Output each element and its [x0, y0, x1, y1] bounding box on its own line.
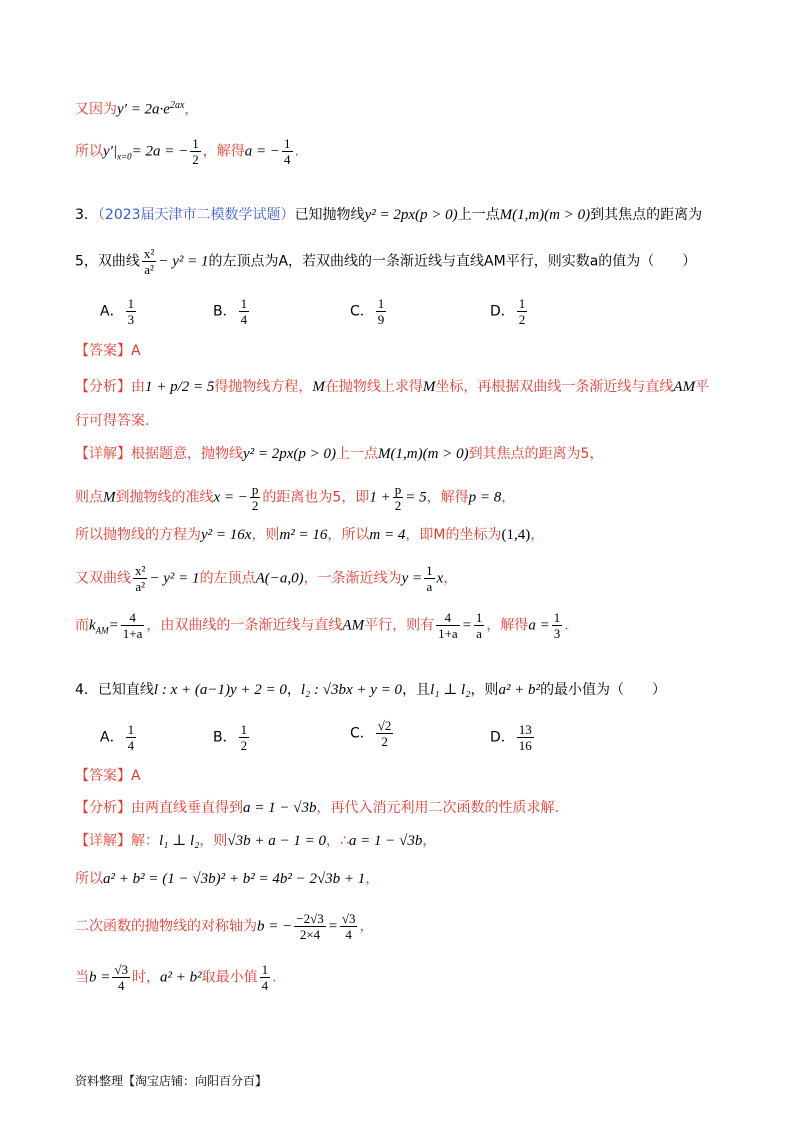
math: x = −	[213, 489, 248, 506]
option-label: B．	[213, 729, 237, 746]
text: 的距离也为5，即	[262, 489, 370, 506]
fraction-denominator: 4	[117, 978, 125, 993]
fraction	[190, 136, 201, 167]
fraction-denominator: 16	[518, 738, 532, 753]
fraction-numerator: 1	[240, 722, 248, 737]
detail-tag: 【详解】	[75, 446, 131, 462]
fraction	[552, 610, 563, 641]
fraction-numerator: 4	[121, 610, 145, 626]
text: 得抛物线方程，	[214, 379, 313, 395]
text: 所以抛物线的方程为	[75, 527, 201, 543]
q3-option-c[interactable]	[350, 296, 388, 327]
fraction	[126, 722, 137, 753]
math: √3b + a − 1 = 0	[227, 833, 326, 849]
text: ，	[286, 682, 301, 698]
math: b =	[89, 969, 111, 986]
math: l₁ ⊥ l₂	[159, 833, 200, 849]
question-number: 3．	[75, 207, 98, 223]
text: ，∴	[325, 833, 349, 849]
math: 1 +	[369, 489, 391, 506]
fraction-numerator: 1	[284, 136, 291, 151]
math: y² = 2px(p > 0)	[364, 207, 458, 223]
fraction-numerator: 1	[192, 136, 199, 151]
text: ，	[359, 918, 374, 935]
text: 在抛物线上求得	[324, 379, 423, 395]
math: y′|	[103, 143, 118, 160]
math: = 2a = −	[131, 143, 189, 160]
text: 又双曲线	[75, 570, 131, 587]
text: 上一点	[336, 446, 379, 462]
fraction-denominator: 4	[284, 152, 291, 167]
text: ，则	[251, 527, 280, 543]
fraction-numerator: 1	[240, 296, 248, 311]
question-source: （2023届天津市二模数学试题）	[97, 207, 295, 223]
math: 1 + p/2 = 5	[145, 379, 215, 395]
fraction	[260, 962, 271, 993]
math: l : x + (a−1)y + 2 = 0	[153, 682, 287, 698]
text: ，	[501, 489, 516, 506]
fraction	[376, 296, 387, 327]
text: ，解得	[426, 489, 469, 506]
option-label: A．	[100, 729, 124, 746]
math: a = 1 − √3b	[243, 800, 317, 816]
math: a² + b²	[498, 682, 541, 698]
fraction-numerator: 1	[475, 610, 483, 625]
text: ，则	[199, 833, 228, 849]
fraction-numerator: p	[394, 482, 402, 497]
fraction-denominator: 3	[127, 312, 135, 327]
q3-analysis-line-2: 行可得答案.	[75, 413, 150, 429]
text: 的最小值为（ ）	[540, 682, 667, 698]
text: 由	[131, 379, 145, 395]
fraction-denominator: 2	[394, 498, 402, 513]
math: m² = 16	[279, 527, 328, 543]
text: ，则	[470, 682, 499, 698]
fraction	[517, 296, 528, 327]
math: AM	[342, 617, 365, 634]
math: M(1,m)(m > 0)	[499, 207, 591, 223]
q3-option-d[interactable]	[490, 296, 529, 327]
math: AM	[673, 379, 696, 395]
fraction	[239, 296, 250, 327]
text: ，即M的坐标为	[405, 527, 502, 543]
text: 二次函数的抛物线的对称轴为	[75, 918, 257, 935]
math: =	[461, 617, 472, 634]
fraction	[239, 722, 250, 753]
q3-answer: 【答案】A	[75, 343, 141, 359]
fraction-numerator: 4	[436, 610, 460, 626]
fraction	[142, 246, 156, 277]
math: p = 8	[468, 489, 502, 506]
text: 所以	[75, 143, 103, 160]
q3-detail-line-3	[75, 522, 544, 548]
fraction-numerator: √3	[114, 962, 129, 977]
text: 上一点	[457, 207, 500, 223]
fraction	[294, 911, 325, 942]
q3-detail-line-1	[75, 441, 603, 467]
text: ，一条渐近线为	[303, 570, 402, 587]
text: 由两直线垂直得到	[131, 800, 243, 816]
option-label: D．	[490, 729, 515, 746]
prev-solution-line-2	[75, 136, 299, 169]
analysis-tag: 【分析】	[75, 379, 131, 395]
fraction	[112, 962, 130, 993]
q3-detail-line-2	[75, 482, 515, 513]
math: y =	[401, 570, 423, 587]
fraction	[424, 563, 435, 594]
q3-detail-line-5	[75, 610, 569, 643]
q4-detail-line-4	[75, 962, 277, 993]
fraction-denominator: a²	[144, 262, 154, 277]
q4-detail-line-1	[75, 828, 436, 854]
math: a = −	[244, 143, 281, 160]
q4-option-b[interactable]	[213, 722, 251, 753]
text: ，所以	[327, 527, 370, 543]
math: A(−a,0)	[255, 570, 304, 587]
math: − y² = 1	[158, 253, 209, 270]
text: 则点	[75, 489, 103, 506]
fraction	[393, 482, 404, 513]
text: 取最小值	[201, 969, 258, 986]
fraction-denominator: 2×4	[299, 927, 321, 942]
math: y² = 2px(p > 0)	[243, 446, 337, 462]
fraction	[282, 136, 293, 167]
math: a =	[528, 617, 550, 634]
q4-detail-line-2	[75, 866, 379, 892]
text: 到其焦点的距离为5，	[468, 446, 604, 462]
fraction-denominator: 1+a	[122, 626, 143, 641]
math: M	[312, 379, 325, 395]
text: 已知抛物线	[294, 207, 365, 223]
text: ，	[184, 101, 199, 118]
text: ，	[443, 570, 458, 587]
math: a² + b² = (1 − √3b)² + b² = 4b² − 2√3b + 1	[103, 871, 366, 887]
text: 到其焦点的距离为	[590, 207, 703, 223]
text: .	[294, 143, 299, 160]
fraction-denominator: 4	[345, 927, 352, 942]
fraction	[133, 563, 147, 594]
fraction	[126, 296, 137, 327]
text: ，再代入消元利用二次函数的性质求解.	[316, 800, 559, 816]
option-label: C．	[350, 303, 374, 320]
fraction-numerator: x²	[143, 246, 155, 261]
fraction-denominator: 2	[518, 312, 526, 327]
math: x	[436, 570, 444, 587]
q4-analysis	[75, 795, 559, 821]
math: y² = 16x	[201, 527, 252, 543]
math: y′ = 2a·e	[117, 101, 170, 118]
q4-option-c[interactable]	[350, 718, 395, 749]
fraction-numerator: 1	[127, 722, 135, 737]
q4-stem	[75, 677, 666, 703]
text: 根据题意，抛物线	[131, 446, 243, 462]
fraction-denominator: 3	[553, 626, 561, 641]
math: l₁ ⊥ l₂	[430, 682, 471, 698]
fraction-numerator: 1	[426, 563, 433, 578]
q3-detail-line-4	[75, 563, 457, 594]
q4-option-d[interactable]	[490, 722, 536, 753]
text: 当	[75, 969, 89, 986]
q3-stem-line-1	[75, 202, 702, 228]
text: 平	[695, 379, 710, 395]
text: .	[564, 617, 569, 634]
text: ，	[422, 833, 437, 849]
option-label: C．	[350, 725, 374, 742]
fraction-denominator: 2	[192, 152, 199, 167]
q4-option-a[interactable]	[100, 722, 138, 753]
math: m = 4	[369, 527, 406, 543]
math: k	[89, 617, 96, 634]
fraction-numerator: 1	[553, 610, 561, 625]
text: 到抛物线的准线	[115, 489, 214, 506]
page-footer: 资料整理【淘宝店铺：向阳百分百】	[75, 1074, 268, 1088]
fraction-numerator: −2√3	[296, 911, 324, 926]
math-sup: 2ax	[169, 100, 185, 111]
q3-option-a[interactable]	[100, 296, 138, 327]
q3-analysis-line-1	[75, 374, 709, 400]
q4-detail-line-3	[75, 911, 373, 942]
math: M	[422, 379, 436, 395]
text: 已知直线	[97, 682, 154, 698]
text: ，且	[402, 682, 431, 698]
fraction	[474, 610, 485, 641]
text: 所以	[75, 871, 103, 887]
text: 坐标，再根据双曲线一条渐近线与直线	[435, 379, 674, 395]
text: ，解得	[202, 143, 245, 160]
fraction-denominator: 2	[381, 734, 388, 749]
detail-tag: 【详解】	[75, 833, 131, 849]
fraction-denominator: a	[476, 626, 482, 641]
fraction-numerator: 1	[127, 296, 135, 311]
fraction-denominator: 1+a	[438, 626, 458, 641]
analysis-tag: 【分析】	[75, 800, 131, 816]
text: 时，	[132, 969, 161, 986]
fraction-denominator: 4	[240, 312, 248, 327]
math: M(1,m)(m > 0)	[378, 446, 469, 462]
fraction	[376, 718, 394, 749]
text: 而	[75, 617, 89, 634]
text: 5，双曲线	[75, 253, 140, 270]
math: − y² = 1	[149, 570, 200, 587]
fraction-denominator: 4	[127, 738, 135, 753]
fraction	[121, 610, 145, 641]
fraction-denominator: a²	[135, 579, 146, 594]
text: ，解得	[486, 617, 529, 634]
text: ，由双曲线的一条渐近线与直线	[146, 617, 343, 634]
fraction-numerator: √3	[341, 911, 356, 926]
math: l₂ : √3bx + y = 0	[300, 682, 403, 698]
fraction-denominator: 2	[240, 738, 248, 753]
option-label: D．	[490, 303, 515, 320]
fraction-denominator: 2	[251, 498, 259, 513]
math: (1,4)	[501, 527, 531, 543]
math: a = 1 − √3b	[348, 833, 423, 849]
math: b = −	[257, 918, 293, 935]
question-number: 4．	[75, 682, 98, 698]
fraction-denominator: a	[426, 579, 433, 594]
fraction-numerator: x²	[135, 563, 146, 578]
fraction	[517, 722, 534, 753]
math: =	[108, 617, 119, 634]
text: 又因为	[75, 101, 117, 118]
fraction-denominator: 4	[261, 978, 269, 993]
fraction-numerator: p	[251, 482, 259, 497]
text: ，	[530, 527, 545, 543]
math: a² + b²	[160, 969, 202, 986]
q4-answer: 【答案】A	[75, 768, 141, 784]
text: ，	[365, 871, 380, 887]
option-label: A．	[100, 303, 124, 320]
text: 解：	[131, 833, 159, 849]
fraction-numerator: 1	[518, 296, 526, 311]
math: =	[327, 918, 338, 935]
fraction	[340, 911, 358, 942]
text: 平行，则有	[364, 617, 435, 634]
q3-stem-line-2	[75, 246, 696, 277]
text: .	[272, 969, 277, 986]
fraction	[250, 482, 261, 513]
fraction-numerator: 1	[377, 296, 385, 311]
math: M	[103, 489, 116, 506]
math-sub: x=0	[117, 151, 132, 162]
q3-option-b[interactable]	[213, 296, 251, 327]
text: 的左顶点为A，若双曲线的一条渐近线与直线AM平行，则实数a的值为（ ）	[208, 253, 697, 270]
prev-solution-line-1	[75, 93, 198, 123]
math: = 5	[405, 489, 427, 506]
math-sub: AM	[95, 625, 109, 636]
fraction	[436, 610, 460, 641]
text: 的左顶点	[199, 570, 256, 587]
fraction-numerator: 13	[518, 722, 532, 737]
fraction-denominator: 9	[377, 312, 385, 327]
option-label: B．	[213, 303, 237, 320]
fraction-numerator: √2	[377, 718, 392, 733]
fraction-numerator: 1	[261, 962, 269, 977]
